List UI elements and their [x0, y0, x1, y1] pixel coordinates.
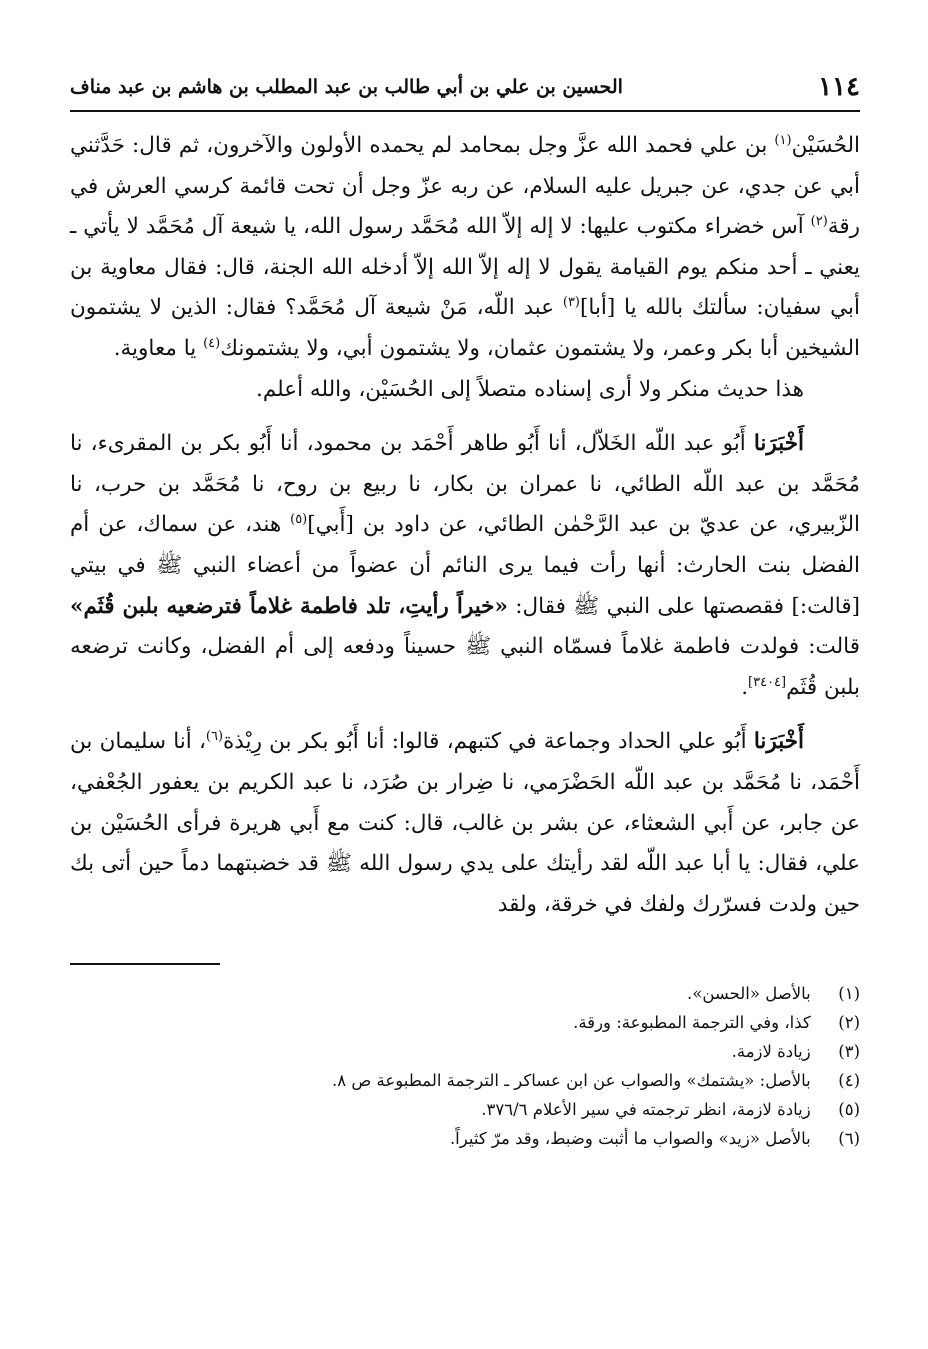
text: أَبُو عبد اللّه الخَلاّل، أنا أَبُو طاهر أَحْمَد بن محمود، أنا أَبُو بكر بن المقرىء، نا مُحَمَّد بن عبد اللّه الطائي، نا عمران بن بكار، نا ربيع بن روح، نا مُحَمَّد بن حرب، نا الزّبيري، عن عديّ بن عبد الرَّحْمٰن الطائي، عن داود بن [أَبي]: [70, 431, 860, 538]
text: أَبُو علي الحداد وجماعة في كتبهم، قالوا: أنا أَبُو بكر بن رِيْذة: [223, 729, 754, 755]
footnote: [70, 1008, 860, 1037]
footnote: [70, 1037, 860, 1066]
footnote-number: (١): [838, 984, 860, 1004]
text: قالت: فولدت فاطمة غلاماً فسمّاه النبي ﷺ حسيناً ودفعه إلى أم الفضل، وكانت ترضعه بلبن قُثَم: [70, 634, 860, 700]
footnote: [70, 1066, 860, 1095]
footnotes: [70, 979, 860, 1153]
paragraph-1: [70, 126, 860, 370]
footnote-text: بالأصل «الحسن».: [686, 984, 811, 1004]
running-title: الحسين بن علي بن أبي طالب بن عبد المطلب بن هاشم بن عبد مناف: [70, 76, 623, 98]
footnote-text: كذا، وفي الترجمة المطبوعة: ورقة.: [573, 1013, 811, 1033]
text: .: [741, 674, 749, 700]
page-header: [70, 70, 860, 112]
footnote-marker: (٤): [203, 335, 221, 351]
text: عبد اللّه، مَنْ شيعة آل مُحَمَّد؟ فقال: الذين لا يشتمون الشيخين أبا بكر وعمر، ولا يشتمون عثمان، ولا يشتمون أبي، ولا يشتمونك: [70, 295, 860, 361]
footnote: [70, 1095, 860, 1124]
footnote-marker: (١): [774, 132, 792, 148]
footnote: [70, 1124, 860, 1153]
paragraph-2: هذا حديث منكر ولا أرى إسناده متصلاً إلى الحُسَيْن، والله أعلم.: [256, 376, 804, 402]
paragraph-3: [70, 424, 860, 708]
footnote-marker: (٦): [205, 729, 224, 745]
text: آس خضراء مكتوب عليها: لا إله إلاّ الله مُحَمَّد رسول الله، يا شيعة آل مُحَمَّد لا يأتي ـ يعني ـ أحد منكم يوم القيامة يقول لا إله إلاّ الله إلاّ أدخله الله الجنة، قال: فقال معاوية بن أبي سفيان: سألتك بالله يا [أبا]: [70, 214, 860, 321]
footnote-number: (٦): [838, 1129, 860, 1149]
footnote-text: زيادة لازمة.: [731, 1042, 811, 1062]
footnote-number: (٤): [838, 1071, 860, 1091]
paragraph-4: [70, 722, 860, 925]
hadith-quote: «خيراً رأيتِ، تلد فاطمة غلاماً فترضعيه بلبن قُثَم»: [70, 593, 508, 619]
spacer: [70, 410, 860, 424]
footnote-text: بالأصل: «يشتمك» والصواب عن ابن عساكر ـ الترجمة المطبوعة ص ٨.: [331, 1071, 811, 1091]
akhbarana-keyword: أَخْبَرَنا: [753, 729, 804, 755]
text: ، أنا سليمان بن أَحْمَد، نا مُحَمَّد بن عبد اللّه الحَضْرَمي، نا ضِرار بن صُرَد، نا عبد الكريم بن يعفور الجُعْفي، عن جابر، عن أَبي الشعثاء، عن بشر بن غالب، قال: كنت مع أَبي هريرة فرأى الحُسَيْن بن علي، فقال: يا أبا عبد اللّه لقد رأيتك على يدي رسول الله ﷺ قد خضبتهما دماً حين أتى بك حين ولدت فسرّرك ولفك في خرقة، ولقد: [70, 729, 860, 917]
page-body: [70, 126, 860, 925]
text: يا معاوية.: [113, 335, 204, 361]
text: بن علي فحمد الله عزَّ وجل بمحامد لم يحمده الأولون والآخرون، ثم قال: حَدَّثني أبي عن جدي، عن جبريل عليه السلام، عن ربه عزّ وجل أن تحت قائمة كرسي العرش في رقة: [70, 133, 860, 240]
footnote-marker: (٥): [290, 512, 308, 528]
footnote: [70, 979, 860, 1008]
book-page: [70, 70, 860, 1310]
akhbarana-keyword: أَخْبَرَنا: [753, 431, 804, 457]
footnote-number: (٥): [838, 1100, 860, 1120]
text: الحُسَيْن: [791, 133, 860, 158]
footnote-number: (٣): [838, 1042, 860, 1062]
footnote-marker: (٣): [562, 295, 580, 311]
text: هند، عن سماك، عن أم الفضل بنت الحارث: أنها رأت فيما يرى النائم أن عضواً من أعضاء النبي ﷺ في بيتي [قالت:] فقصصتها على النبي ﷺ فقال:: [70, 512, 860, 619]
footnote-divider: [70, 963, 220, 965]
hadith-reference: [٣٤٠٤]: [748, 674, 787, 690]
footnote-text: بالأصل «زيد» والصواب ما أثبت وضبط، وقد مرّ كثيراً.: [449, 1129, 811, 1149]
footnote-number: (٢): [838, 1013, 860, 1033]
page-number: ١١٤: [818, 72, 860, 102]
footnote-text: زيادة لازمة، انظر ترجمته في سير الأعلام ٣٧٦/٦.: [481, 1100, 811, 1120]
footnote-marker: (٢): [810, 214, 828, 230]
spacer: [70, 708, 860, 722]
